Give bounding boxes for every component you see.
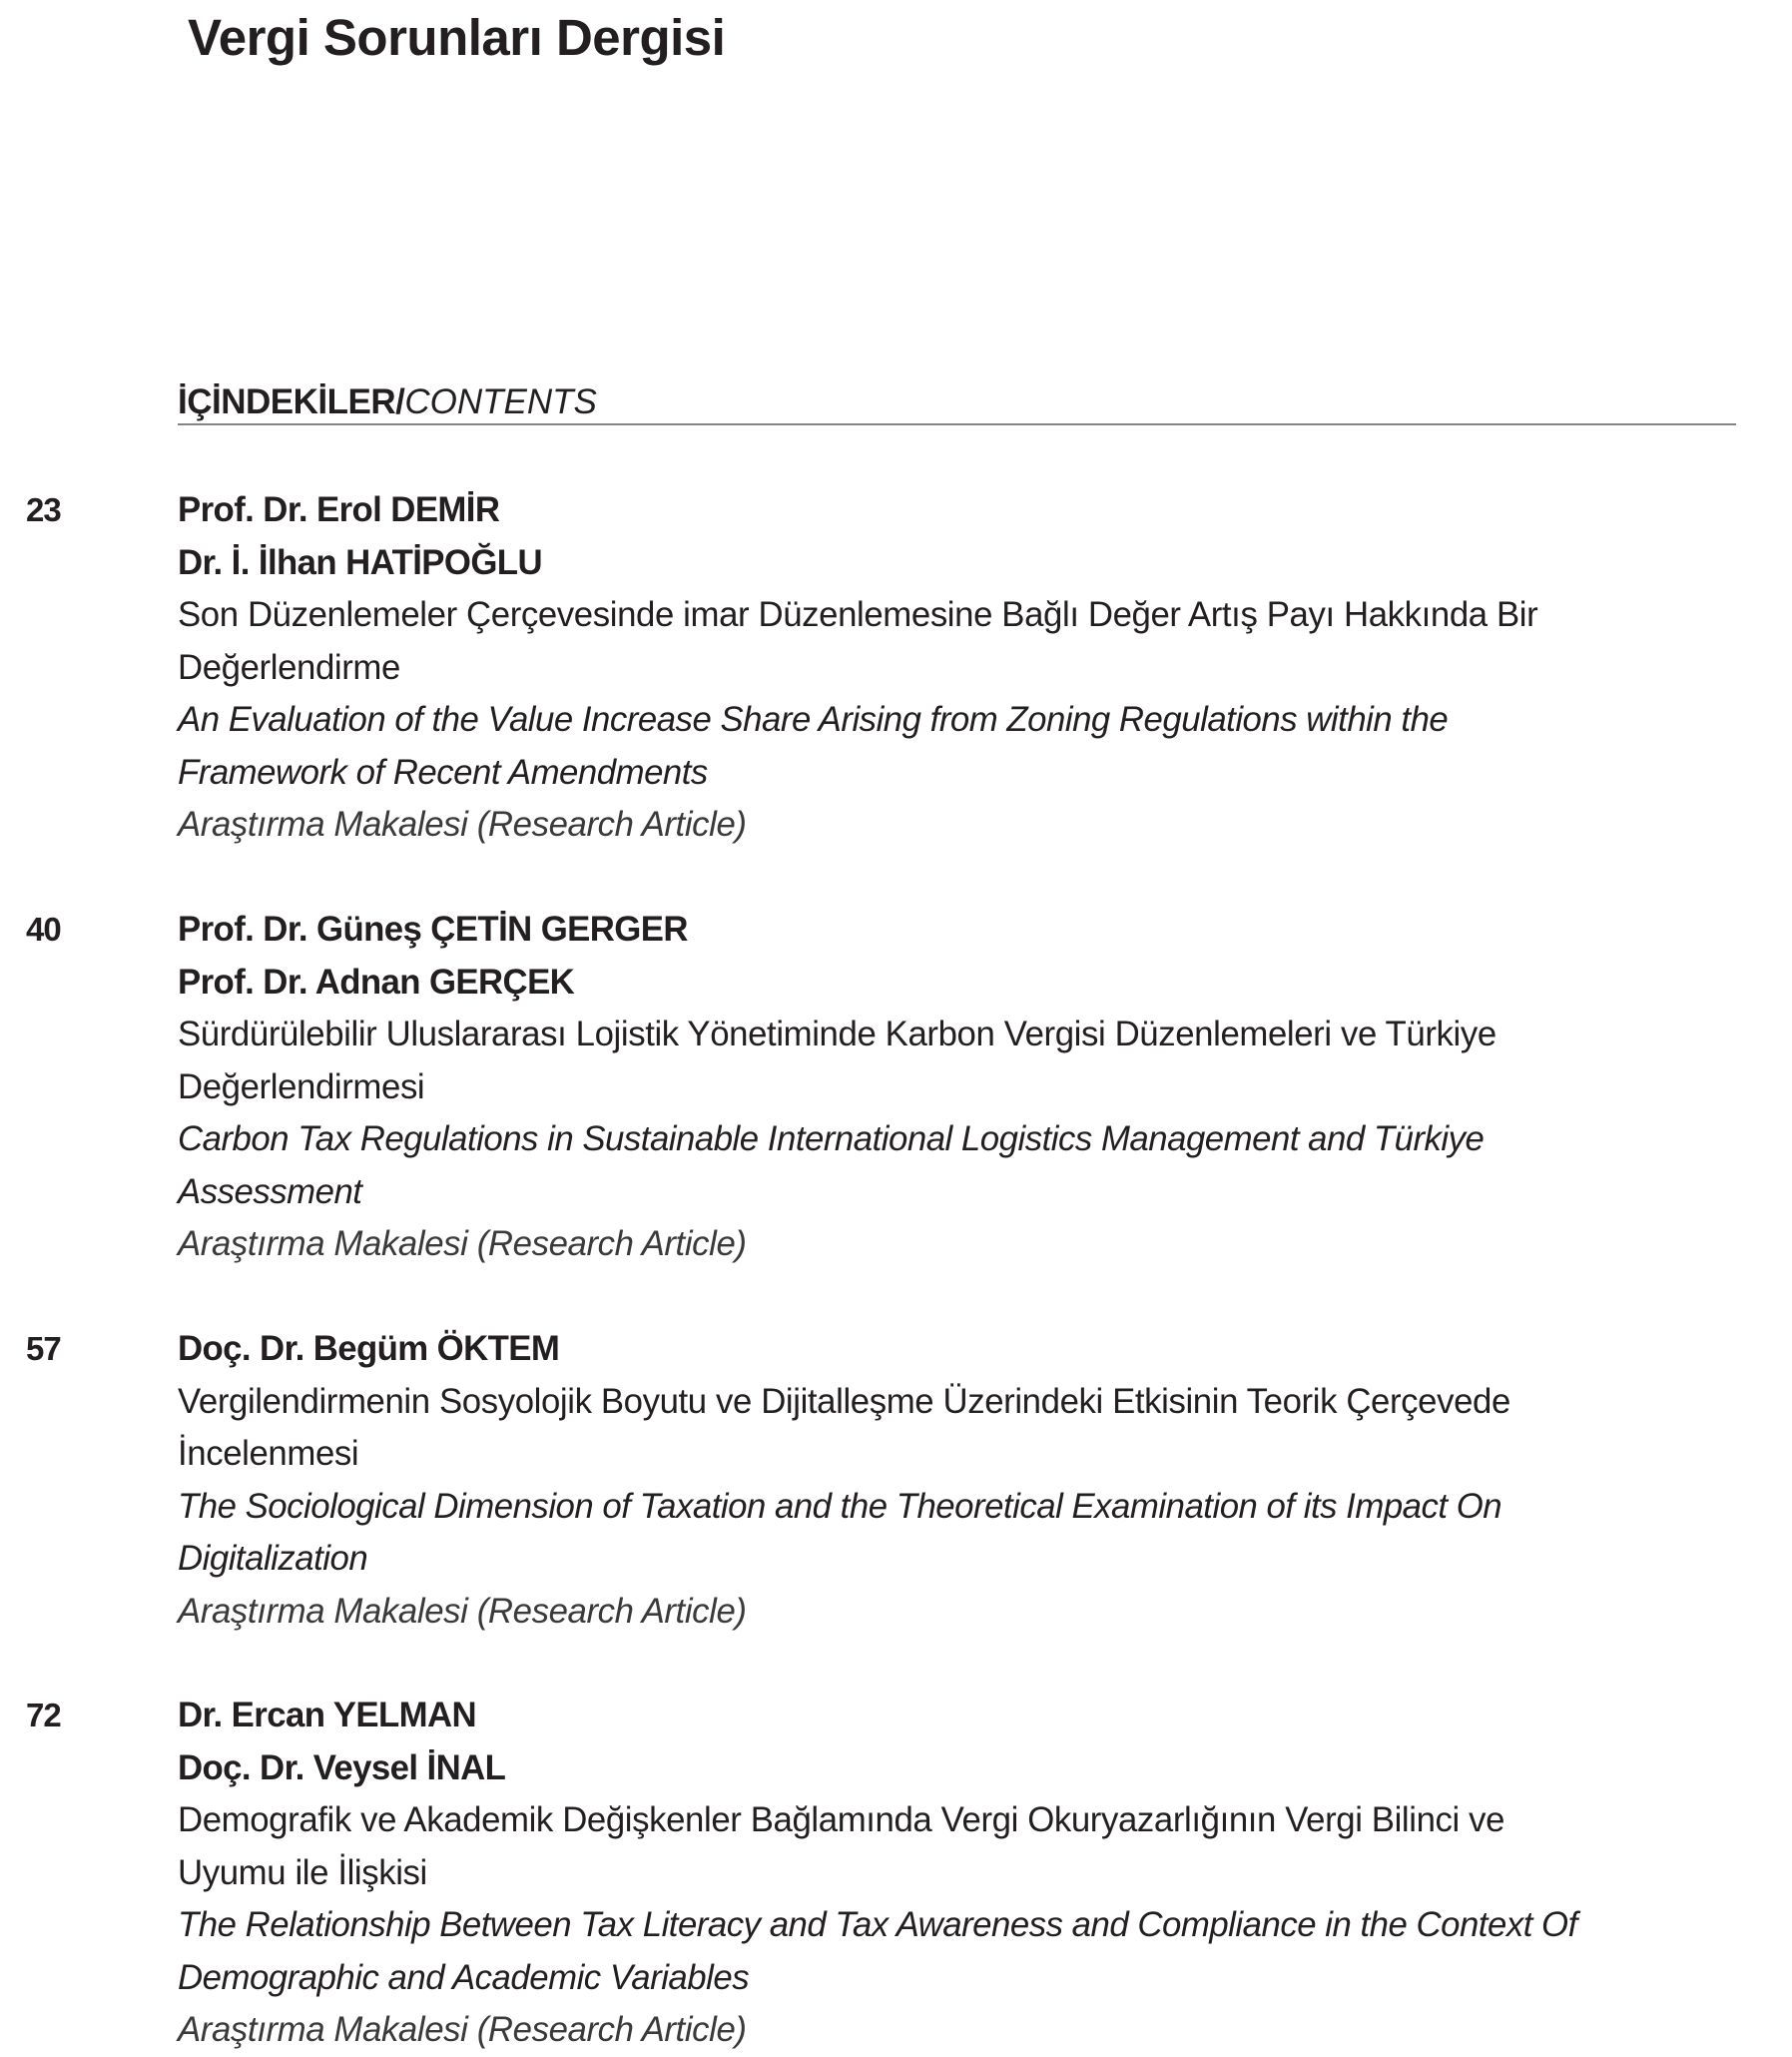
author-name: Dr. İ. İlhan HATİPOĞLU	[178, 542, 542, 582]
entry-details	[178, 904, 1765, 1271]
contents-heading-tr: İÇİNDEKİLER/	[178, 382, 405, 421]
article-title-english[interactable]: Assessment	[178, 1171, 362, 1211]
article-type: Araştırma Makalesi (Research Article)	[178, 1591, 747, 1631]
article-title-turkish[interactable]: Uyumu ile İlişkisi	[178, 1852, 427, 1892]
article-type: Araştırma Makalesi (Research Article)	[178, 805, 747, 844]
page-number: 72	[26, 1697, 61, 1733]
article-title-turkish[interactable]: Vergilendirmenin Sosyolojik Boyutu ve Dijitalleşme Üzerindeki Etkisinin Teorik Çerçevede	[178, 1381, 1510, 1421]
author-name: Prof. Dr. Güneş ÇETİN GERGER	[178, 910, 688, 949]
page-number: 57	[26, 1330, 61, 1367]
author-name: Doç. Dr. Begüm ÖKTEM	[178, 1329, 560, 1368]
article-type: Araştırma Makalesi (Research Article)	[178, 1224, 747, 1263]
author-name: Dr. Ercan YELMAN	[178, 1696, 477, 1734]
author-name: Prof. Dr. Erol DEMİR	[178, 490, 500, 529]
article-title-english[interactable]: Carbon Tax Regulations in Sustainable International Logistics Management and Türkiye	[178, 1119, 1485, 1158]
article-title-english[interactable]: The Relationship Between Tax Literacy and Tax Awareness and Compliance in the Context Of	[178, 1905, 1577, 1944]
article-type: Araştırma Makalesi (Research Article)	[178, 2010, 747, 2049]
article-title-english[interactable]: Digitalization	[178, 1539, 368, 1578]
entry-details	[178, 1323, 1765, 1638]
author-name: Prof. Dr. Adnan GERÇEK	[178, 962, 575, 1002]
entry-details	[178, 484, 1765, 852]
article-title-turkish[interactable]: Değerlendirme	[178, 647, 400, 687]
article-title-english[interactable]: Framework of Recent Amendments	[178, 752, 708, 792]
author-name: Doç. Dr. Veysel İNAL	[178, 1747, 506, 1787]
entry-details	[178, 1690, 1765, 2057]
page-number: 23	[26, 491, 61, 528]
contents-heading	[178, 381, 1736, 425]
article-title-english[interactable]: The Sociological Dimension of Taxation and the Theoretical Examination of its Impact On	[178, 1486, 1502, 1526]
article-title-turkish[interactable]: Değerlendirmesi	[178, 1066, 425, 1106]
article-title-english[interactable]: Demographic and Academic Variables	[178, 1957, 750, 1997]
article-title-english[interactable]: An Evaluation of the Value Increase Share Arising from Zoning Regulations within the	[178, 700, 1449, 739]
article-title-turkish[interactable]: Son Düzenlemeler Çerçevesinde imar Düzenlemesine Bağlı Değer Artış Payı Hakkında Bir	[178, 595, 1538, 634]
article-title-turkish[interactable]: İncelenmesi	[178, 1434, 359, 1473]
page-number: 40	[26, 911, 61, 948]
contents-heading-en: CONTENTS	[404, 382, 597, 421]
article-title-turkish[interactable]: Demografik ve Akademik Değişkenler Bağlamında Vergi Okuryazarlığının Vergi Bilinci ve	[178, 1800, 1505, 1839]
journal-title: Vergi Sorunları Dergisi	[188, 9, 726, 66]
article-title-turkish[interactable]: Sürdürülebilir Uluslararası Lojistik Yönetiminde Karbon Vergisi Düzenlemeleri ve Türkiye	[178, 1015, 1496, 1053]
